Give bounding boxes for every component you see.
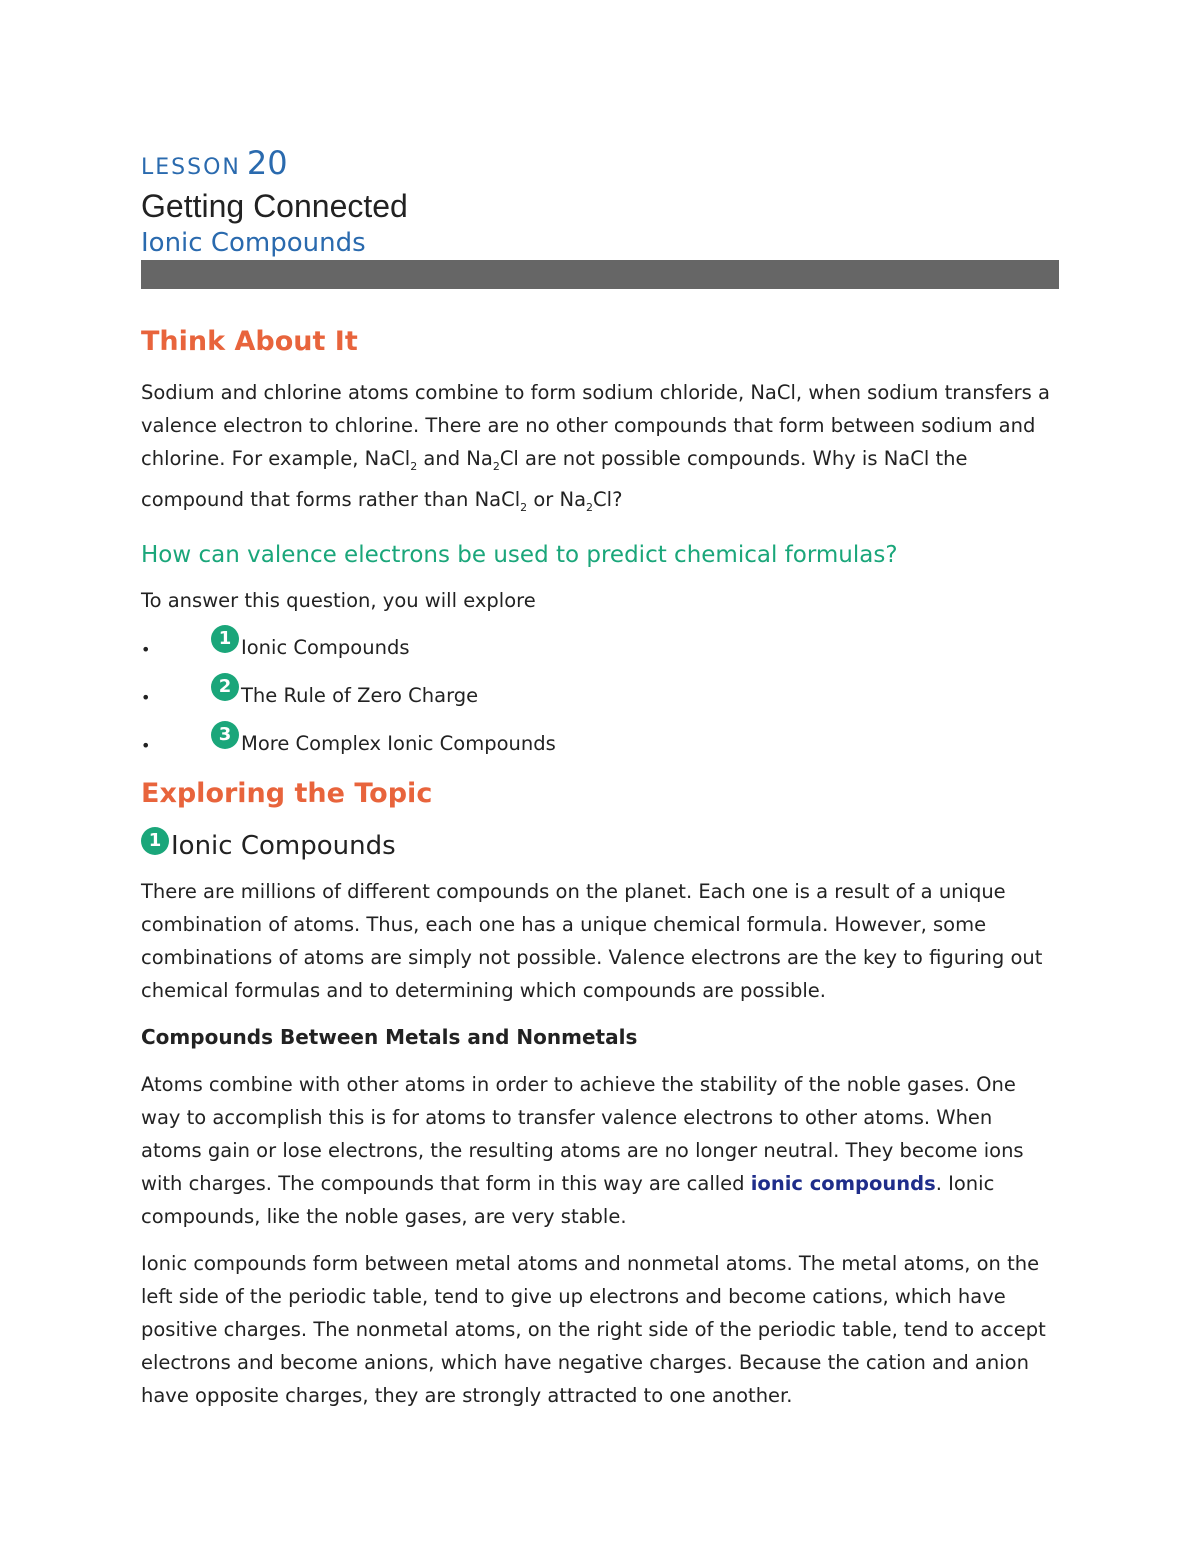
- bullet-icon: •: [141, 735, 151, 755]
- header-divider-bar: [141, 260, 1059, 289]
- number-badge-icon: 1: [141, 827, 169, 855]
- number-badge-icon: 2: [211, 673, 239, 701]
- think-heading: Think About It: [141, 326, 358, 357]
- explore-heading: Exploring the Topic: [141, 777, 433, 809]
- lesson-word: LESSON: [141, 155, 241, 180]
- list-item: [141, 671, 1059, 719]
- page-subtitle: Ionic Compounds: [141, 228, 366, 258]
- think-paragraph: Sodium and chlorine atoms combine to form sodium chloride, NaCl, when sodium transfers a valence electron to chlorine. There are no other compounds that form between sodium and chlorine. For example, NaCl$_2$ and $Na_2Cl$ are not possible compounds. Why is NaCl the compound that forms rather than NaCl$_2$ or $Na_2Cl$?: [141, 381, 1050, 514]
- page-title: Getting Connected: [141, 188, 408, 224]
- guiding-question: How can valence electrons be used to predict chemical formulas?: [141, 541, 898, 568]
- explore-paragraph-2: Atoms combine with other atoms in order to achieve the stability of the noble gases. One way to accomplish this is for atoms to transfer valence electrons to other atoms. When atoms gain or lose electrons, the resulting atoms are no longer neutral. They become ions with charges. The compounds that form in this way are called ionic compounds. Ionic compounds, like the noble gases, are very stable.: [141, 1072, 1024, 1228]
- lesson-label: [141, 140, 1059, 186]
- list-item-label: More Complex Ionic Compounds: [241, 731, 556, 755]
- list-item: [141, 623, 1059, 671]
- subsection-heading: Compounds Between Metals and Nonmetals: [141, 1024, 638, 1049]
- bullet-icon: •: [141, 687, 151, 707]
- section-title: Ionic Compounds: [171, 830, 396, 861]
- list-item: [141, 719, 1059, 767]
- number-badge-icon: 3: [211, 721, 239, 749]
- section-heading: [141, 827, 1059, 873]
- explore-intro: To answer this question, you will explore: [141, 588, 536, 612]
- explore-paragraph-3: Ionic compounds form between metal atoms and nonmetal atoms. The metal atoms, on the left side of the periodic table, tend to give up electrons and become cations, which have positive charges. The nonmetal atoms, on the right side of the periodic table, tend to accept electrons and become anions, which have negative charges. Because the cation and anion have opposite charges, they are strongly attracted to one another.: [141, 1251, 1046, 1407]
- lesson-number: 20: [246, 144, 288, 182]
- glossary-term-link[interactable]: ionic compounds: [750, 1171, 936, 1195]
- number-badge-icon: 1: [211, 625, 239, 653]
- document-page: [141, 140, 1059, 1412]
- explore-paragraph-1: There are millions of different compounds on the planet. Each one is a result of a unique combination of atoms. Thus, each one has a unique chemical formula. However, some combinations of atoms are simply not possible. Valence electrons are the key to figuring out chemical formulas and to determining which compounds are possible.: [141, 879, 1043, 1002]
- list-item-label: Ionic Compounds: [241, 635, 410, 659]
- list-item-label: The Rule of Zero Charge: [241, 683, 479, 707]
- bullet-icon: •: [141, 639, 151, 659]
